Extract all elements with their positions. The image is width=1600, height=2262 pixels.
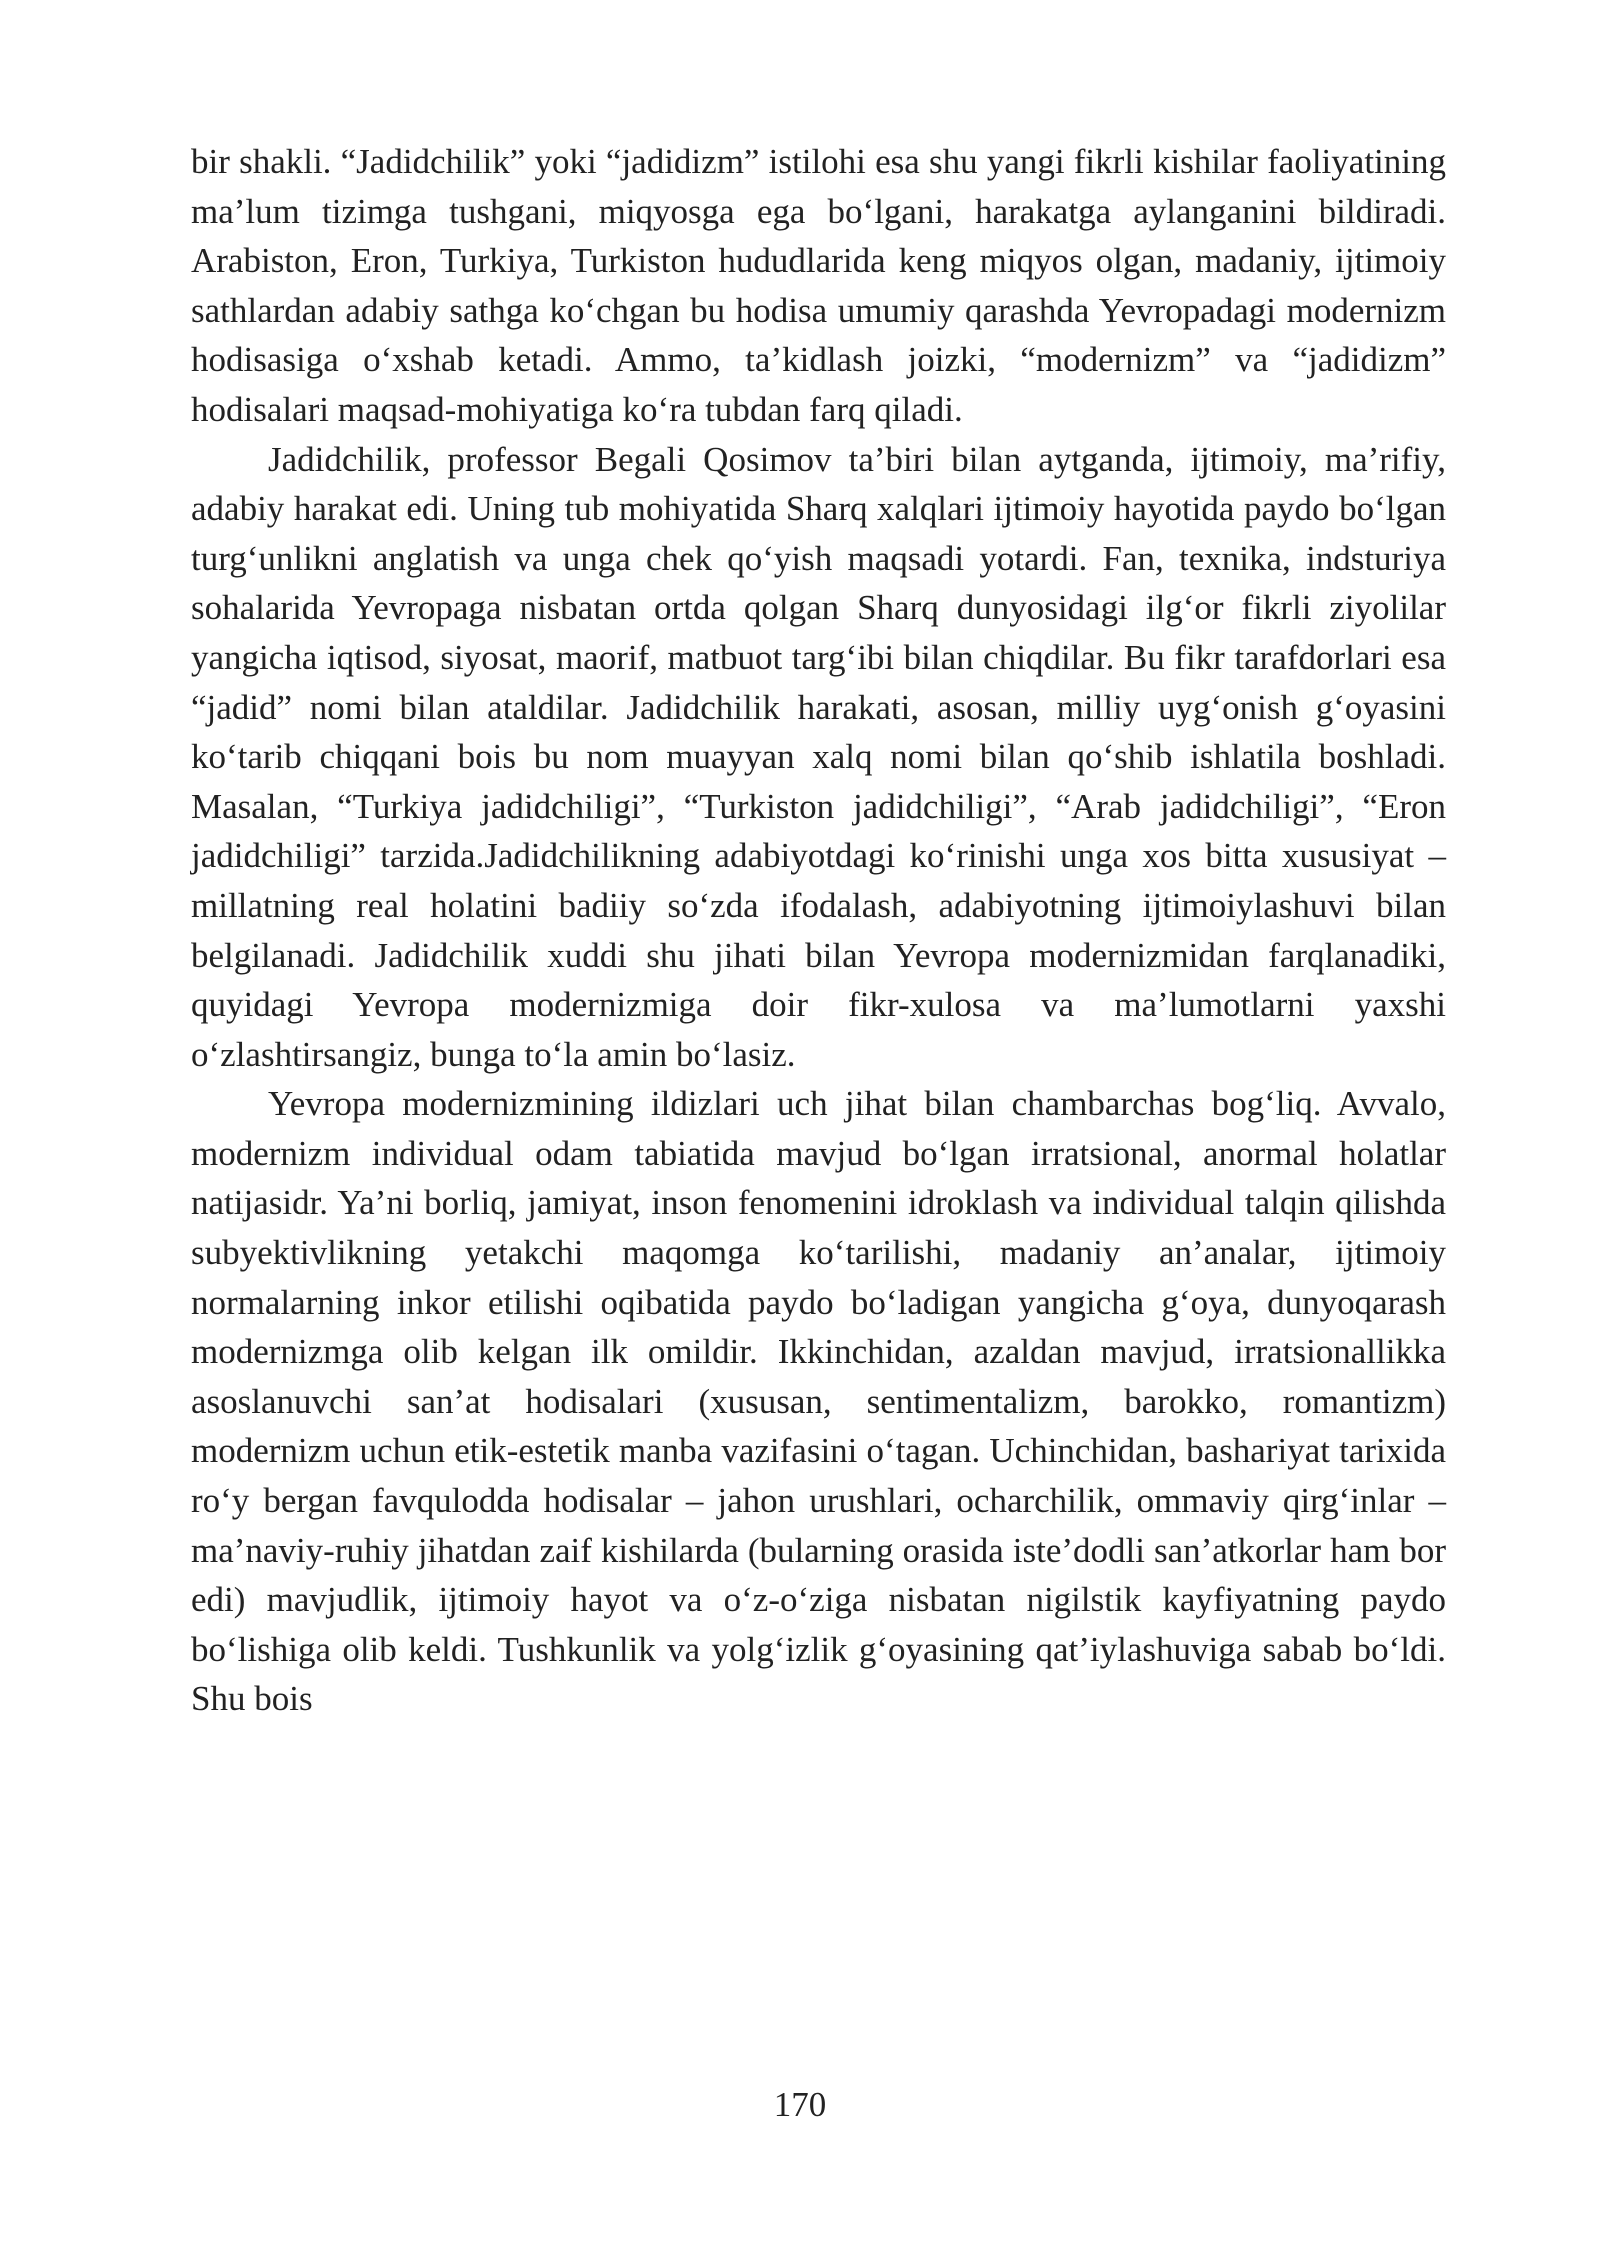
page-number: 170 — [773, 2085, 827, 2124]
body-text — [191, 137, 1446, 1724]
paragraph-2: Jadidchilik, professor Begali Qosimov ta’biri bilan aytganda, ijtimoiy, ma’rifiy, adabiy harakat edi. Uning tub mohiyatida Sharq xalqlari ijtimoiy hayotida paydo bo‘lgan turg‘unlikni anglatish va unga chek qo‘yish maqsadi yotardi. Fan, texnika, indsturiya sohalarida Yevropaga nisbatan ortda qolgan Sharq dunyosidagi ilg‘or fikrli ziyolilar yangicha iqtisod, siyosat, maorif, matbuot targ‘ibi bilan chiqdilar. Bu fikr tarafdorlari esa “jadid” nomi bilan ataldilar. Jadidchilik harakati, asosan, milliy uyg‘onish g‘oyasini ko‘tarib chiqqani bois bu nom muayyan xalq nomi bilan qo‘shib ishlatila boshladi. Masalan, “Turkiya jadidchiligi”, “Turkiston jadidchiligi”, “Arab jadidchiligi”, “Eron jadidchiligi” tarzida.Jadidchilikning adabiyotdagi ko‘rinishi unga xos bitta xususiyat – millatning real holatini badiiy so‘zda ifodalash, adabiyotning ijtimoiylashuvi bilan belgilanadi. Jadidchilik xuddi shu jihati bilan Yevropa modernizmidan farqlanadiki, quyidagi Yevropa modernizmiga doir fikr-xulosa va ma’lumotlarni yaxshi o‘zlashtirsangiz, bunga to‘la amin bo‘lasiz. — [191, 439, 1446, 1074]
paragraph-3: Yevropa modernizmining ildizlari uch jihat bilan chambarchas bog‘liq. Avvalo, modernizm individual odam tabiatida mavjud bo‘lgan irratsional, anormal holatlar natijasidr. Ya’ni borliq, jamiyat, inson fenomenini idroklash va individual talqin qilishda subyektivlikning yetakchi maqomga ko‘tarilishi, madaniy an’analar, ijtimoiy normalarning inkor etilishi oqibatida paydo bo‘ladigan yangicha g‘oya, dunyoqarash modernizmga olib kelgan ilk omildir. Ikkinchidan, azaldan mavjud, irratsionallikka asoslanuvchi san’at hodisalari (xususan, sentimentalizm, barokko, romantizm) modernizm uchun etik-estetik manba vazifasini o‘tagan. Uchinchidan, bashariyat tarixida ro‘y bergan favqulodda hodisalar – jahon urushlari, ocharchilik, ommaviy qirg‘inlar – ma’naviy-ruhiy jihatdan zaif kishilarda (bularning orasida iste’dodli san’atkorlar ham bor edi) mavjudlik, ijtimoiy hayot va o‘z-o‘ziga nisbatan nigilstik kayfiyatning paydo bo‘lishiga olib keldi. Tushkunlik va yolg‘izlik g‘oyasining qat’iylashuviga sabab bo‘ldi. Shu bois — [191, 1084, 1446, 1719]
paragraph-1: bir shakli. “Jadidchilik” yoki “jadidizm” istilohi esa shu yangi fikrli kishilar faoliyatining ma’lum tizimga tushgani, miqyosga ega bo‘lgani, harakatga aylanganini bildiradi. Arabiston, Eron, Turkiya, Turkiston hududlarida keng miqyos olgan, madaniy, ijtimoiy sathlardan adabiy sathga ko‘chgan bu hodisa umumiy qarashda Yevropadagi modernizm hodisasiga o‘xshab ketadi. Ammo, ta’kidlash joizki, “modernizm” va “jadidizm” hodisalari maqsad-mohiyatiga ko‘ra tubdan farq qiladi. — [191, 142, 1446, 429]
